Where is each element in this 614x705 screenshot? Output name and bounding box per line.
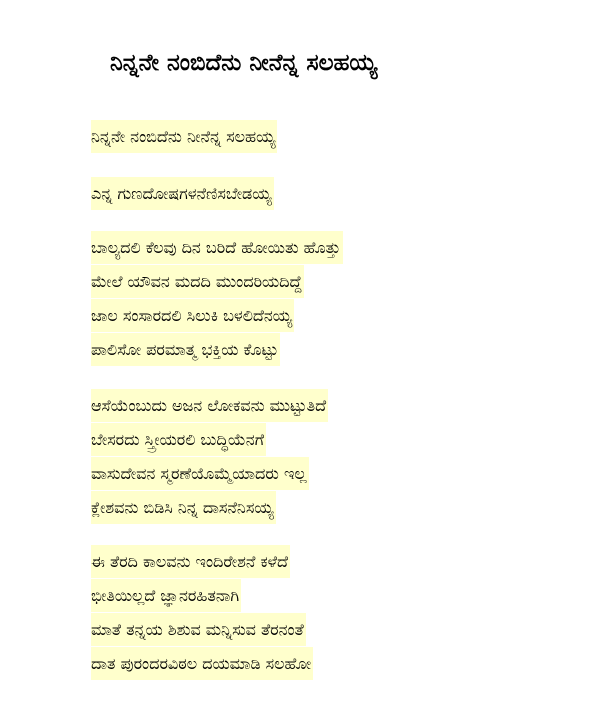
stanza-charana-2 [91,389,328,525]
poem-line: ನಿನ್ನನೇ ನಂಬಿದೆನು ನೀನೆನ್ನ ಸಲಹಯ್ಯ [91,120,277,153]
poem-line: ಮೇಲೆ ಯೌವನ ಮದದಿ ಮುಂದರಿಯದಿದ್ದೆ [91,265,304,298]
poem-line: ಆಸೆಯೆಂಬುದು ಅಜನ ಲೋಕವನು ಮುಟ್ಟುತಿದೆ [91,389,328,422]
stanza-anupallavi [91,177,274,211]
poem-line: ಈ ತೆರದಿ ಕಾಲವನು ಇಂದಿರೇಶನೆ ಕಳೆದೆ [91,545,290,578]
stanza-charana-3 [91,545,313,681]
poem-line: ಬಾಲ್ಯದಲಿ ಕೆಲವು ದಿನ ಬರಿದೆ ಹೋಯಿತು ಹೊತ್ತು [91,231,343,264]
poem-line: ಜಾಲ ಸಂಸಾರದಲಿ ಸಿಲುಕಿ ಬಳಲಿದೆನಯ್ಯ [91,299,294,332]
stanza-refrain [91,120,277,154]
poem-line: ಕ್ಲೇಶವನು ಬಿಡಿಸಿ ನಿನ್ನ ದಾಸನೆನಿಸಯ್ಯ [91,491,276,524]
poem-line: ಬೇಸರದು ಸ್ತ್ರೀಯರಲಿ ಬುದ್ಧಿಯೆನಗೆ [91,423,266,456]
stanza-charana-1 [91,231,343,367]
poem-line: ಎನ್ನ ಗುಣದೋಷಗಳನೆಣಿಸಬೇಡಯ್ಯ [91,177,274,210]
poem-line: ಪಾಲಿಸೋ ಪರಮಾತ್ಮ ಭಕ್ತಿಯ ಕೊಟ್ಟು [91,333,280,366]
song-title: ನಿನ್ನನೇ ನಂಬಿದೆನು ನೀನೆನ್ನ ಸಲಹಯ್ಯ [110,50,378,76]
poem-line: ಮಾತೆ ತನ್ನಯ ಶಿಶುವ ಮನ್ನಿಸುವ ತೆರನಂತೆ [91,613,306,646]
poem-line: ಭೀತಿಯಿಲ್ಲದೆ ಜ್ಞಾನರಹಿತನಾಗಿ [91,579,241,612]
poem-line: ದಾತ ಪುರಂದರವಿಠಲ ದಯಮಾಡಿ ಸಲಹೋ [91,647,313,680]
poem-line: ವಾಸುದೇವನ ಸ್ಮರಣೆಯೊಮ್ಮೆಯಾದರು ಇಲ್ಲ [91,457,309,490]
